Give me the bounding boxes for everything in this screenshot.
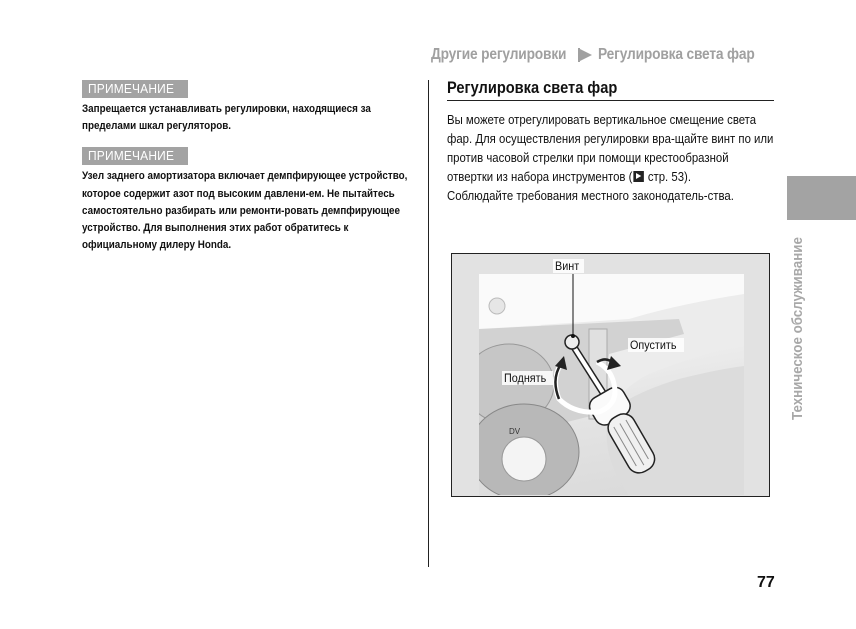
chapter-label: Техническое обслуживание — [790, 237, 806, 420]
note-block-2 — [82, 147, 410, 254]
page-number: 77 — [757, 574, 775, 591]
page-reference[interactable]: стр. 53). — [644, 169, 691, 184]
note-label: ПРИМЕЧАНИЕ — [82, 147, 188, 165]
note-label: ПРИМЕЧАНИЕ — [82, 80, 188, 98]
note-block-1 — [82, 80, 410, 135]
page-reference-arrow-icon — [633, 171, 644, 182]
chapter-tab — [787, 176, 856, 220]
headlight-adjust-illustration — [451, 253, 770, 497]
notes-column — [82, 80, 410, 254]
svg-text:DV: DV — [509, 427, 521, 436]
headlight-adjust-section — [447, 76, 775, 205]
section-title: Регулировка света фар — [447, 78, 618, 97]
label-screw: Винт — [553, 259, 584, 273]
breadcrumb-current: Регулировка света фар — [598, 46, 755, 63]
column-divider — [428, 80, 429, 567]
label-raise: Поднять — [502, 371, 553, 385]
instruction-text: Вы можете отрегулировать вертикальное смещение света фар. Для осуществления регулировки вра-щайте винт по или против часовой стрелки при помощи крестообразной отвертки из набора инструментов ( — [447, 112, 774, 184]
compliance-text: Соблюдайте требования местного законодатель-ства. — [447, 188, 734, 203]
note-text: Узел заднего амортизатора включает демпфирующее устройство, которое содержит азот под высоким давлени-ем. Не пытайтесь самостоятельно разбирать или ремонти-ровать демпфирующее устройство. Для выполнения этих работ обратитесь к официальному дилеру Honda. — [82, 170, 408, 252]
breadcrumb — [431, 44, 780, 66]
label-lower: Опустить — [628, 338, 684, 352]
title-underline — [447, 100, 774, 101]
section-body — [447, 110, 775, 205]
note-text: Запрещается устанавливать регулировки, находящиеся за пределами шкал регуляторов. — [82, 103, 371, 133]
triangle-right-flag-icon — [580, 49, 592, 61]
breadcrumb-section: Другие регулировки — [431, 46, 567, 63]
